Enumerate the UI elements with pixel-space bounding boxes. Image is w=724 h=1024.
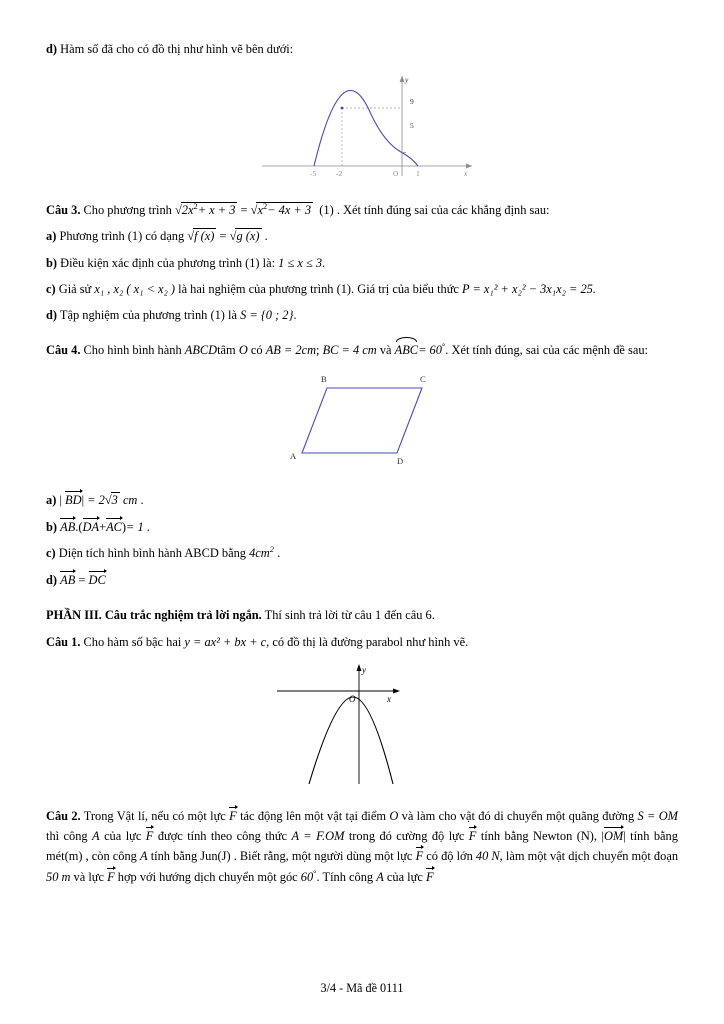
text-cau2-p11: có độ lớn xyxy=(426,849,473,864)
y-axis-arrow xyxy=(400,76,405,82)
vector-f-5 xyxy=(107,867,115,887)
vertex-label-A: A xyxy=(290,450,297,461)
vector-f-6 xyxy=(426,867,434,887)
label-cau4-b: b) xyxy=(46,519,58,534)
angle-value-cau2: 60 xyxy=(300,869,314,884)
set-cau3-d: S = {0 ; 2} xyxy=(240,308,294,323)
degree-symbol: ° xyxy=(441,341,446,352)
vector-da xyxy=(83,517,100,537)
ytick-label-9: 9 xyxy=(410,97,414,107)
paragraph-cau2: Câu 2. Trong Vật lí, nếu có một lực F tác động lên một vật tại điểm O và làm cho vật đó di chuyển một quãng đường S = OM thì công A của lực F được tính theo công thức A = F.OM trong đó cường độ lực F tính bằng Newton (N), | OM| tính bằng mét(m) , còn công A tính bằng Jun(J) . Biết rằng, một người dùng một lực F có độ lớn 40 N, làm một vật dịch chuyển một đoạn 50 m và lực F hợp với hướng dịch chuyển một góc 60°. Tính công A của lực F xyxy=(46,806,678,887)
figure-parabola-1 xyxy=(46,66,678,189)
parallelogram-shape xyxy=(302,388,422,453)
x-axis-arrow-2 xyxy=(393,688,400,693)
point-o: O xyxy=(389,808,399,823)
figure-parabola-2 xyxy=(46,659,678,794)
angle-value: = 60 xyxy=(418,343,442,358)
vector-f-5-label: F xyxy=(107,869,115,884)
sqrt-lhs-rest: + x + 3 xyxy=(197,203,236,218)
vector-ab-b-label: AB xyxy=(60,519,76,534)
paragraph-cau4-a: a) | BD| = 2√3 cm . xyxy=(46,490,678,510)
quad-abcd: ABCD xyxy=(184,343,218,358)
text-cau4-c-end: . xyxy=(277,545,281,560)
parallelogram-svg xyxy=(257,368,467,473)
x-axis-label-2: x xyxy=(387,693,391,704)
figure-parallelogram xyxy=(46,368,678,478)
vector-ab-d xyxy=(60,570,75,590)
paragraph-cau3-b xyxy=(46,254,678,273)
sqrt-g-body: g (x) xyxy=(236,229,260,244)
text-cau3-b-end: . xyxy=(322,255,326,270)
text-cau4-and: và xyxy=(379,343,392,358)
y-axis-label: y xyxy=(405,75,409,85)
area-value: 4cm xyxy=(249,545,270,560)
origin-label: O xyxy=(393,169,399,179)
vector-f-4-label: F xyxy=(415,849,424,864)
paragraph-cau3-c xyxy=(46,280,678,299)
function-cau1: y = ax² + bx + c, xyxy=(184,634,270,649)
text-cau4-4: . Xét tính đúng, sai của các mệnh đề sau: xyxy=(445,343,648,358)
vector-f-1-label: F xyxy=(229,808,237,823)
text-cau2-p15: . Tính công xyxy=(316,869,374,884)
eq-cau4-b: = 1 xyxy=(126,519,144,534)
xtick-label-0: -5 xyxy=(310,169,317,179)
vertex-label-B: B xyxy=(321,373,327,384)
text-cau3-a-post: . xyxy=(264,229,268,244)
sqrt-lhs-inner: 2x xyxy=(181,203,194,218)
displacement-value: 50 m xyxy=(46,869,71,884)
y-axis-arrow-2 xyxy=(357,664,362,671)
heading-phan3: PHẦN III. Câu trắc nghiệm trả lời ngắn. xyxy=(46,608,262,623)
paragraph-cau4-c xyxy=(46,544,678,563)
text-cau2-p13: và lực xyxy=(73,869,104,884)
vector-ab-d-label: AB xyxy=(60,573,76,588)
sqrt-f-body: f (x) xyxy=(194,229,215,244)
xtick-label-1: -2 xyxy=(336,169,343,179)
sqrt-rhs: $√x^2- 4x + 3$ xyxy=(250,201,312,218)
text-cau4-1: Cho hình bình hành xyxy=(83,343,182,358)
label-d: d) xyxy=(46,42,58,56)
x-axis-label: x xyxy=(464,169,468,179)
paragraph-cau4-d xyxy=(46,570,678,590)
x-axis-arrow xyxy=(466,164,472,169)
text-cau3-d-end: . xyxy=(293,308,297,323)
sqrt-rhs-rest: − 4x + 3 xyxy=(267,203,312,218)
vector-ac-label: AC xyxy=(106,519,122,534)
force-value: 40 N xyxy=(475,849,500,864)
paragraph-phan3 xyxy=(46,606,678,625)
xtick-label-3: 1 xyxy=(416,169,420,179)
vector-f-6-label: F xyxy=(425,869,434,884)
vertex-label-D: D xyxy=(397,455,404,466)
label-cau3-c: c) xyxy=(46,281,56,296)
text-cau2-p4: thì công xyxy=(46,829,88,844)
work-a-2: A xyxy=(140,849,148,864)
parabola-svg-1 xyxy=(232,66,492,184)
work-a-1: A xyxy=(92,829,100,844)
text-cau1-post: có đồ thị là đường parabol như hình vẽ. xyxy=(272,634,469,649)
text-cau4-3: có xyxy=(250,343,263,358)
paragraph-cau4-b: b) AB.( DA+ AC)= 1 . xyxy=(46,517,678,537)
page-footer: 3/4 - Mã đề 0111 xyxy=(320,981,404,995)
paragraph-cau1 xyxy=(46,633,678,652)
vector-f-3 xyxy=(469,826,477,846)
text-cau3-pre: Cho phương trình xyxy=(83,203,172,218)
distance-s: S = OM xyxy=(637,808,678,823)
paragraph-d-intro xyxy=(46,40,678,59)
work-a-3: A xyxy=(376,869,384,884)
text-cau2-p2: tác động lên một vật tại điểm xyxy=(240,808,386,823)
sqrt-f: √f (x) xyxy=(187,229,215,244)
label-cau4-d: d) xyxy=(46,573,58,588)
unit-cm: cm xyxy=(122,492,138,507)
vector-f-1 xyxy=(229,806,237,826)
parabola-svg-2 xyxy=(247,659,477,789)
label-cau3-b: b) xyxy=(46,255,58,270)
vector-bd xyxy=(65,490,82,510)
eq-sign-cau4-d: = xyxy=(78,573,86,588)
sqrt-g: √g (x) xyxy=(229,229,260,244)
text-cau3-c-pre: Giả sử xyxy=(58,281,92,296)
label-cau4-a: a) xyxy=(46,492,57,507)
label-cau3: Câu 3. xyxy=(46,203,81,218)
text-cau1-pre: Cho hàm số bậc hai xyxy=(83,634,182,649)
work-formula: A = F.OM xyxy=(291,829,345,844)
len-bc: BC = 4 cm xyxy=(322,343,377,358)
len-ab: AB = 2cm xyxy=(265,343,317,358)
text-cau2-p7: trong đó cường độ lực xyxy=(348,829,465,844)
label-cau2: Câu 2. xyxy=(46,808,81,823)
label-cau3-a: a) xyxy=(46,229,57,244)
vector-om-label: OM xyxy=(603,829,624,844)
center-o: O xyxy=(238,343,248,358)
vars-cau3-c: x₁ , x₂ ( x₁ < x₂ ) xyxy=(94,281,176,296)
expr-cau3-c: P = x₁² + x₂² − 3x₁x₂ = 25. xyxy=(462,281,596,296)
label-cau3-d: d) xyxy=(46,308,58,323)
paragraph-cau3-d xyxy=(46,306,678,325)
text-cau2-p5: của lực xyxy=(104,829,142,844)
text-cau3-c-mid: là hai nghiệm của phương trình (1). Giá trị của biểu thức xyxy=(178,281,459,296)
text-cau2-p10: tính bằng Jun(J) . Biết rằng, một người dùng một lực xyxy=(150,849,413,864)
text-cau2-p12: , làm một vật dịch chuyển một đoạn xyxy=(499,849,679,864)
text-cau3-post: (1) . Xét tính đúng sai của các khẳng định sau: xyxy=(319,203,550,218)
parabola-curve-2 xyxy=(309,697,393,784)
text-d-intro: Hàm số đã cho có đồ thị như hình vẽ bên dưới: xyxy=(60,42,294,56)
paragraph-cau4-stem xyxy=(46,341,678,360)
text-phan3: Thí sinh trả lời từ câu 1 đến câu 6. xyxy=(264,608,435,623)
paragraph-cau3-a: a) Phương trình (1) có dạng √f (x) = √g (x) . xyxy=(46,227,678,246)
text-cau4-c: Diện tích hình bình hành ABCD bằng xyxy=(58,545,246,560)
sqrt-3: √3 xyxy=(104,492,118,507)
label-cau4: Câu 4. xyxy=(46,343,81,358)
label-cau1: Câu 1. xyxy=(46,634,81,649)
vertex-label-C: C xyxy=(420,373,426,384)
angle-abc: ABC xyxy=(395,341,418,360)
degree-symbol-cau2: ° xyxy=(313,867,317,878)
vector-da-label: DA xyxy=(82,519,100,534)
vector-f-2 xyxy=(146,826,154,846)
text-cau2-p9: tính bằng mét(m) , còn công xyxy=(46,829,678,864)
semi-cau4: ; xyxy=(316,343,320,358)
text-cau2-p8: tính bằng Newton (N), xyxy=(480,829,598,844)
ytick-label-5: 5 xyxy=(410,121,414,131)
vector-f-4 xyxy=(416,846,424,866)
vector-f-3-label: F xyxy=(468,829,477,844)
len-bd-value: = 2 xyxy=(87,492,105,507)
vector-dc-label: DC xyxy=(88,573,106,588)
text-cau3-d: Tập nghiệm của phương trình (1) là xyxy=(59,308,237,323)
origin-label-2: O xyxy=(349,693,356,704)
vertex-point xyxy=(341,107,344,110)
text-cau4-2: tâm xyxy=(217,343,236,358)
area-exponent: 2 xyxy=(269,543,274,554)
paragraph-cau3-stem: Câu 3. Cho phương trình $√2x^2+ x + 3 = √x^2- 4x + 3$ (1) . Xét tính đúng sai của các khẳng định sau: xyxy=(46,201,678,220)
sqrt-3-body: 3 xyxy=(111,492,118,507)
vector-ab-b xyxy=(60,517,75,537)
text-cau2-p3: và làm cho vật đó di chuyển một quãng đường xyxy=(401,808,635,823)
text-cau2-p1: Trong Vật lí, nếu có một lực xyxy=(83,808,226,823)
vector-bd-label: BD xyxy=(65,492,82,507)
text-cau2-p16: của lực xyxy=(386,869,423,884)
vector-ac xyxy=(106,517,122,537)
label-cau4-c: c) xyxy=(46,545,56,560)
text-cau2-p14: hợp với hướng dịch chuyển một góc xyxy=(117,869,298,884)
vector-dc xyxy=(89,570,106,590)
vector-f-2-label: F xyxy=(145,829,154,844)
text-cau3-a-pre: Phương trình (1) có dạng xyxy=(59,229,185,244)
y-axis-label-2: y xyxy=(362,664,366,675)
sqrt-rhs-inner: x xyxy=(257,203,263,218)
text-cau3-b: Điều kiện xác định của phương trình (1) là: xyxy=(60,255,276,270)
vector-om xyxy=(604,826,623,846)
cond-cau3-b: 1 ≤ x ≤ 3 xyxy=(278,255,323,270)
sqrt-lhs: $√2x^2+ x + 3$ xyxy=(174,201,236,218)
text-cau2-p6: được tính theo công thức xyxy=(157,829,288,844)
